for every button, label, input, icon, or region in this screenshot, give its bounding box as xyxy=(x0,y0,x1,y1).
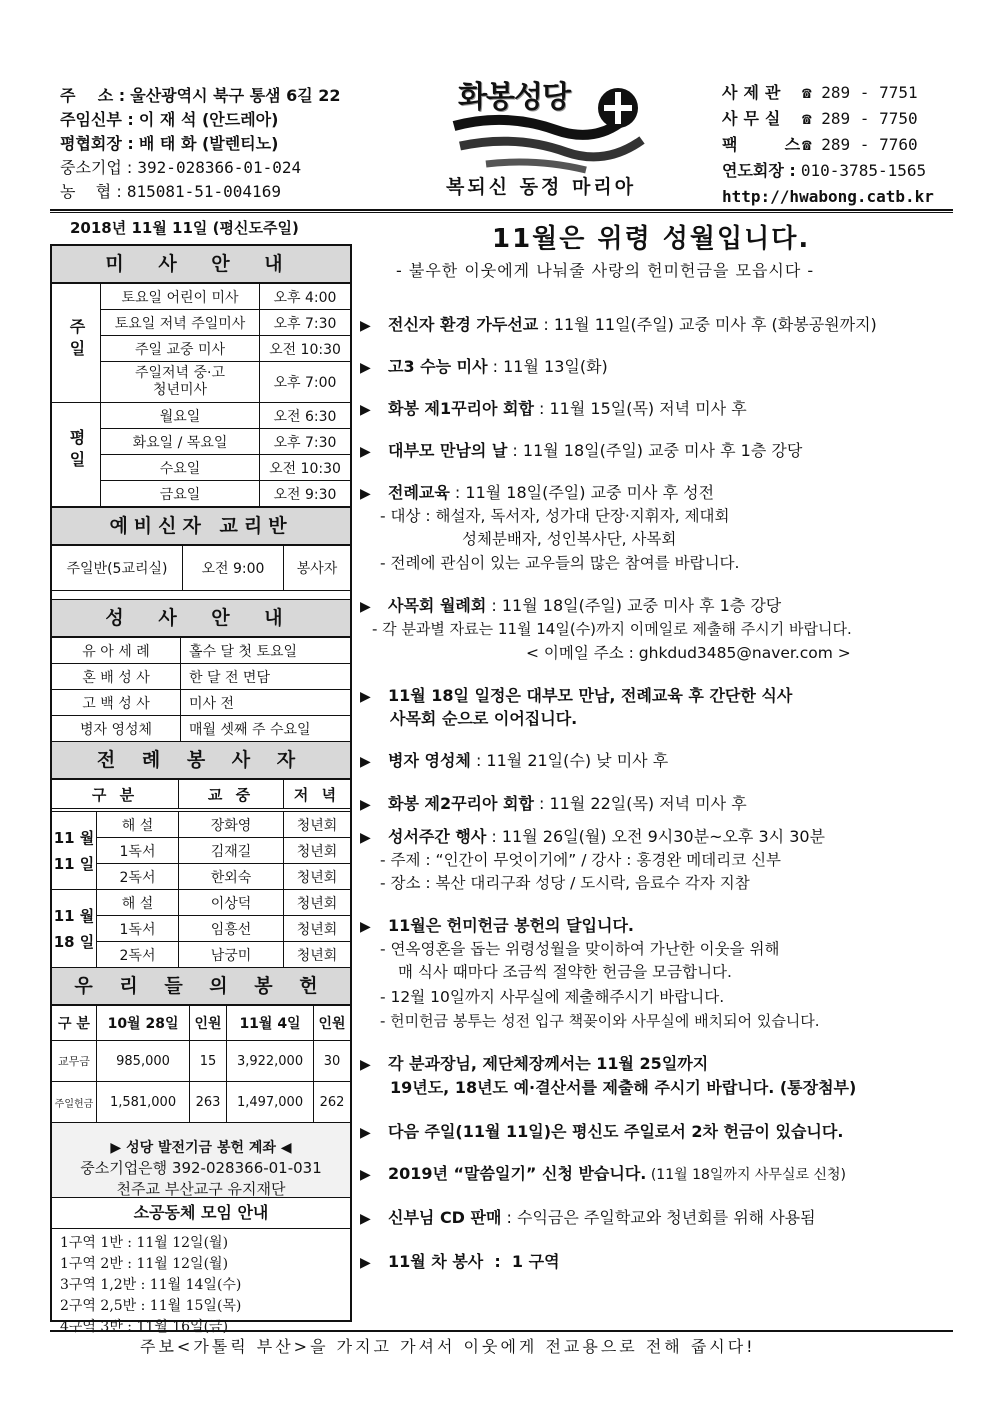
yeondo-phone: 010-3785-1565 xyxy=(800,161,927,180)
offering-amount: 1,497,000 xyxy=(227,1082,314,1123)
offering-count: 15 xyxy=(190,1041,227,1082)
catechumen-table xyxy=(52,545,350,591)
mass-time: 오후 7:30 xyxy=(260,310,351,336)
fax-number: ☎ 289 - 7760 xyxy=(802,135,918,154)
notice-detail: 사목회 순으로 이어집니다. xyxy=(390,709,578,728)
notice-detail: - 12월 10일까지 사무실에 제출해주시기 바랍니다. xyxy=(380,988,725,1006)
liturgy-header: 저 녁 xyxy=(284,780,351,809)
offering-header: 11월 4일 xyxy=(227,1006,314,1041)
offering-header: 인원 xyxy=(314,1006,351,1041)
top-divider-thin xyxy=(50,212,953,213)
notice-item: ▶ 전례교육 : 11월 18일(주일) 교중 미사 후 성전 xyxy=(360,483,715,502)
main-subtitle: - 불우한 이웃에게 나눠줄 사랑의 헌미헌금을 모읍시다 - xyxy=(396,261,815,280)
notice-detail: 19년도, 18년도 예·결산서를 제출해 주시기 바랍니다. (통장첨부) xyxy=(390,1078,857,1097)
sacrament-name: 유 아 세 례 xyxy=(52,638,181,664)
mass-name: 주일 교중 미사 xyxy=(101,336,260,362)
main-title: 11월은 위령 성월입니다. xyxy=(492,224,811,254)
liturgy-name: 한외숙 xyxy=(179,864,284,890)
catechumen-time: 오전 9:00 xyxy=(183,546,284,591)
office-label: 사무실 xyxy=(722,109,787,128)
list-item: 2구역 2,5반 : 11월 15일(목) xyxy=(60,1298,242,1314)
list-item: 4구역 3반 : 11월 16일(금) xyxy=(60,1319,229,1335)
list-item: 1구역 2반 : 11월 12일(월) xyxy=(60,1256,229,1272)
sacrament-name: 혼 배 성 사 xyxy=(52,664,181,690)
liturgy-name: 임흥선 xyxy=(179,916,284,942)
liturgy-table xyxy=(52,779,350,968)
logo-title: 화봉성당 xyxy=(458,80,570,115)
mass-name: 토요일 어린이 미사 xyxy=(101,284,260,310)
liturgy-evening: 청년회 xyxy=(284,864,351,890)
bottom-divider xyxy=(50,1330,953,1332)
catechumen-volunteer: 봉사자 xyxy=(284,546,351,591)
mass-time: 오전 6:30 xyxy=(260,403,351,429)
fund-box xyxy=(52,1123,350,1198)
council-name: 배 태 화 (발렌티노) xyxy=(138,134,279,153)
community-title: 소공동체 모임 안내 xyxy=(52,1198,350,1229)
sacrament-value: 매월 셋째 주 수요일 xyxy=(181,716,351,742)
notice-item: ▶ 병자 영성체 : 11월 21일(수) 낮 미사 후 xyxy=(360,751,669,770)
mass-name: 월요일 xyxy=(101,403,260,429)
catechumen-class: 주일반(5교리실) xyxy=(52,546,183,591)
sunday-label: 주일 xyxy=(52,284,101,403)
offering-type: 교무금 xyxy=(52,1041,97,1082)
mass-time: 오후 4:00 xyxy=(260,284,351,310)
mass-name: 화요일 / 목요일 xyxy=(101,429,260,455)
offering-amount: 1,581,000 xyxy=(97,1082,190,1123)
liturgy-role: 2독서 xyxy=(97,942,179,968)
offering-table xyxy=(52,1005,350,1123)
offering-amount: 985,000 xyxy=(97,1041,190,1082)
notice-item: ▶ 각 분과장님, 제단체장께서는 11월 25일까지 xyxy=(360,1054,709,1073)
notice-item: ▶ 다음 주일(11월 11일)은 평신도 주일로서 2차 헌금이 있습니다. xyxy=(360,1122,844,1141)
mass-time: 오전 9:30 xyxy=(260,481,351,507)
mass-time: 오후 7:30 xyxy=(260,429,351,455)
offering-type: 주일헌금 xyxy=(52,1082,97,1123)
notice-item: ▶ 대부모 만남의 날 : 11월 18일(주일) 교중 미사 후 1층 강당 xyxy=(360,441,803,460)
liturgy-name: 김재길 xyxy=(179,838,284,864)
notice-detail: - 장소 : 복산 대리구좌 성당 / 도시락, 음료수 각자 지참 xyxy=(380,874,750,892)
priest-name: 이 재 석 (안드레아) xyxy=(138,110,279,129)
liturgy-evening: 청년회 xyxy=(284,916,351,942)
mass-name: 수요일 xyxy=(101,455,260,481)
notice-item: ▶ 11월 18일 일정은 대부모 만남, 전례교육 후 간단한 식사 xyxy=(360,686,793,705)
sacrament-title: 성 사 안 내 xyxy=(52,600,350,637)
liturgy-evening: 청년회 xyxy=(284,942,351,968)
liturgy-name: 이상덕 xyxy=(179,890,284,916)
notice-item: ▶ 11월은 헌미헌금 봉헌의 달입니다. xyxy=(360,916,634,935)
logo-subtitle: 복되신 동정 마리아 xyxy=(446,176,637,198)
priest-label: 주임신부 : xyxy=(60,110,134,129)
notice-detail: - 전례에 관심이 있는 교우들의 많은 참여를 바랍니다. xyxy=(380,554,740,572)
sidebar xyxy=(50,244,352,1335)
weekday-label: 평일 xyxy=(52,403,101,507)
notice-detail: - 연옥영혼을 돕는 위령성월을 맞이하여 가난한 이웃을 위해 xyxy=(380,940,780,958)
address: 울산광역시 북구 통샘 6길 22 xyxy=(130,86,341,105)
liturgy-role: 해 설 xyxy=(97,890,179,916)
fax-label: 팩 스 xyxy=(722,135,813,154)
council-label: 평협회장 : xyxy=(60,134,134,153)
header-info xyxy=(60,84,341,204)
list-item: 1구역 1반 : 11월 12일(월) xyxy=(60,1235,229,1251)
bank2-label: 농 협 : xyxy=(60,182,122,201)
notice-detail: 성체분배자, 성인복사단, 사목회 xyxy=(462,530,677,548)
notice-item: ▶ 전신자 환경 가두선교 : 11월 11일(주일) 교중 미사 후 (화봉공원까지) xyxy=(360,315,877,334)
website-link[interactable]: http://hwabong.catb.kr xyxy=(722,187,934,206)
catechumen-title: 예비신자 교리반 xyxy=(52,507,350,545)
mass-time: 오전 10:30 xyxy=(260,455,351,481)
liturgy-evening: 청년회 xyxy=(284,890,351,916)
offering-title: 우 리 들 의 봉 헌 xyxy=(52,968,350,1005)
sacrament-table xyxy=(52,637,350,742)
fund-account: 중소기업은행 392-028366-01-031 xyxy=(80,1159,322,1177)
liturgy-header: 구 분 xyxy=(52,780,179,809)
liturgy-title: 전 례 봉 사 자 xyxy=(52,742,350,779)
mass-time: 오전 10:30 xyxy=(260,336,351,362)
parish-logo xyxy=(446,68,686,208)
notice-item: ▶ 사목회 월례회 : 11월 18일(주일) 교중 미사 후 1층 강당 xyxy=(360,596,782,615)
yeondo-label: 연도회장 : xyxy=(722,161,796,180)
office-phone: ☎ 289 - 7750 xyxy=(802,109,918,128)
mass-title: 미 사 안 내 xyxy=(52,246,350,283)
liturgy-name: 장화영 xyxy=(179,812,284,838)
notice-detail: - 헌미헌금 봉투는 성전 입구 책꽂이와 사무실에 배치되어 있습니다. xyxy=(380,1012,820,1030)
notice-detail: - 주제 : “인간이 무엇이기에” / 강사 : 홍경완 메데리코 신부 xyxy=(380,851,782,869)
liturgy-role: 1독서 xyxy=(97,916,179,942)
offering-count: 262 xyxy=(314,1082,351,1123)
notice-detail: - 각 분과별 자료는 11월 14일(수)까지 이메일로 제출해 주시기 바랍니다. xyxy=(372,620,852,638)
top-divider xyxy=(50,209,953,211)
liturgy-name: 남궁미 xyxy=(179,942,284,968)
sacrament-name: 고 백 성 사 xyxy=(52,690,181,716)
email-address: < 이메일 주소 : ghkdud3485@naver.com > xyxy=(526,644,851,662)
fund-owner: 천주교 부산교구 유지재단 xyxy=(116,1180,286,1198)
mass-name: 토요일 저녁 주일미사 xyxy=(101,310,260,336)
liturgy-role: 2독서 xyxy=(97,864,179,890)
liturgy-role: 1독서 xyxy=(97,838,179,864)
rectory-label: 사제관 xyxy=(722,83,787,102)
notice-item: ▶ 신부님 CD 판매 : 수익금은 주일학교와 청년회를 위해 사용됨 xyxy=(360,1208,816,1227)
offering-header: 10월 28일 xyxy=(97,1006,190,1041)
offering-count: 263 xyxy=(190,1082,227,1123)
notice-item: ▶ 2019년 “말씀일기” 신청 받습니다. (11월 18일까지 사무실로 신청) xyxy=(360,1164,846,1183)
liturgy-evening: 청년회 xyxy=(284,838,351,864)
mass-name: 주일저녁 중·고 청년미사 xyxy=(101,362,260,403)
mass-time: 오후 7:00 xyxy=(260,362,351,403)
bank1-account: 392-028366-01-024 xyxy=(137,158,302,177)
mass-name: 금요일 xyxy=(101,481,260,507)
sacrament-value: 미사 전 xyxy=(181,690,351,716)
notice-item: ▶ 성서주간 행사 : 11월 26일(월) 오전 9시30분~오후 3시 30분 xyxy=(360,827,826,846)
offering-amount: 3,922,000 xyxy=(227,1041,314,1082)
notice-item: ▶ 화봉 제2꾸리아 회합 : 11월 22일(목) 저녁 미사 후 xyxy=(360,794,747,813)
sacrament-value: 홀수 달 첫 토요일 xyxy=(181,638,351,664)
sacrament-name: 병자 영성체 xyxy=(52,716,181,742)
mass-table xyxy=(52,283,350,507)
bulletin-date: 2018년 11월 11일 (평신도주일) xyxy=(70,219,299,237)
liturgy-header: 교 중 xyxy=(179,780,284,809)
offering-header: 구 분 xyxy=(52,1006,97,1041)
rectory-phone: ☎ 289 - 7751 xyxy=(802,83,918,102)
notice-detail: - 대상 : 해설자, 독서자, 성가대 단장·지휘자, 제대회 xyxy=(380,507,730,525)
list-item: 3구역 1,2반 : 11월 14일(수) xyxy=(60,1277,242,1293)
notice-detail: 매 식사 때마다 조금씩 절약한 헌금을 모금합니다. xyxy=(398,963,732,981)
offering-count: 30 xyxy=(314,1041,351,1082)
community-list xyxy=(52,1229,350,1342)
fund-title: ▶ 성당 발전기금 봉헌 계좌 ◀ xyxy=(110,1140,292,1156)
address-label: 주 소 : xyxy=(60,86,126,105)
liturgy-evening: 청년회 xyxy=(284,812,351,838)
bank2-account: 815081-51-004169 xyxy=(126,182,281,201)
liturgy-role: 해 설 xyxy=(97,812,179,838)
footer-note: 주보<가톨릭 부산>을 가지고 가셔서 이웃에게 전교용으로 전해 줍시다! xyxy=(140,1337,756,1356)
notice-item: ▶ 11월 차 봉사 : 1 구역 xyxy=(360,1252,560,1271)
sacrament-value: 한 달 전 면담 xyxy=(181,664,351,690)
notice-item: ▶ 고3 수능 미사 : 11월 13일(화) xyxy=(360,357,608,376)
bank1-label: 중소기업 : xyxy=(60,158,133,177)
notice-item: ▶ 화봉 제1꾸리아 회합 : 11월 15일(목) 저녁 미사 후 xyxy=(360,399,747,418)
liturgy-date: 11 월 18 일 xyxy=(52,890,97,968)
contact-info xyxy=(722,80,934,210)
offering-header: 인원 xyxy=(190,1006,227,1041)
liturgy-date: 11 월 11 일 xyxy=(52,812,97,890)
